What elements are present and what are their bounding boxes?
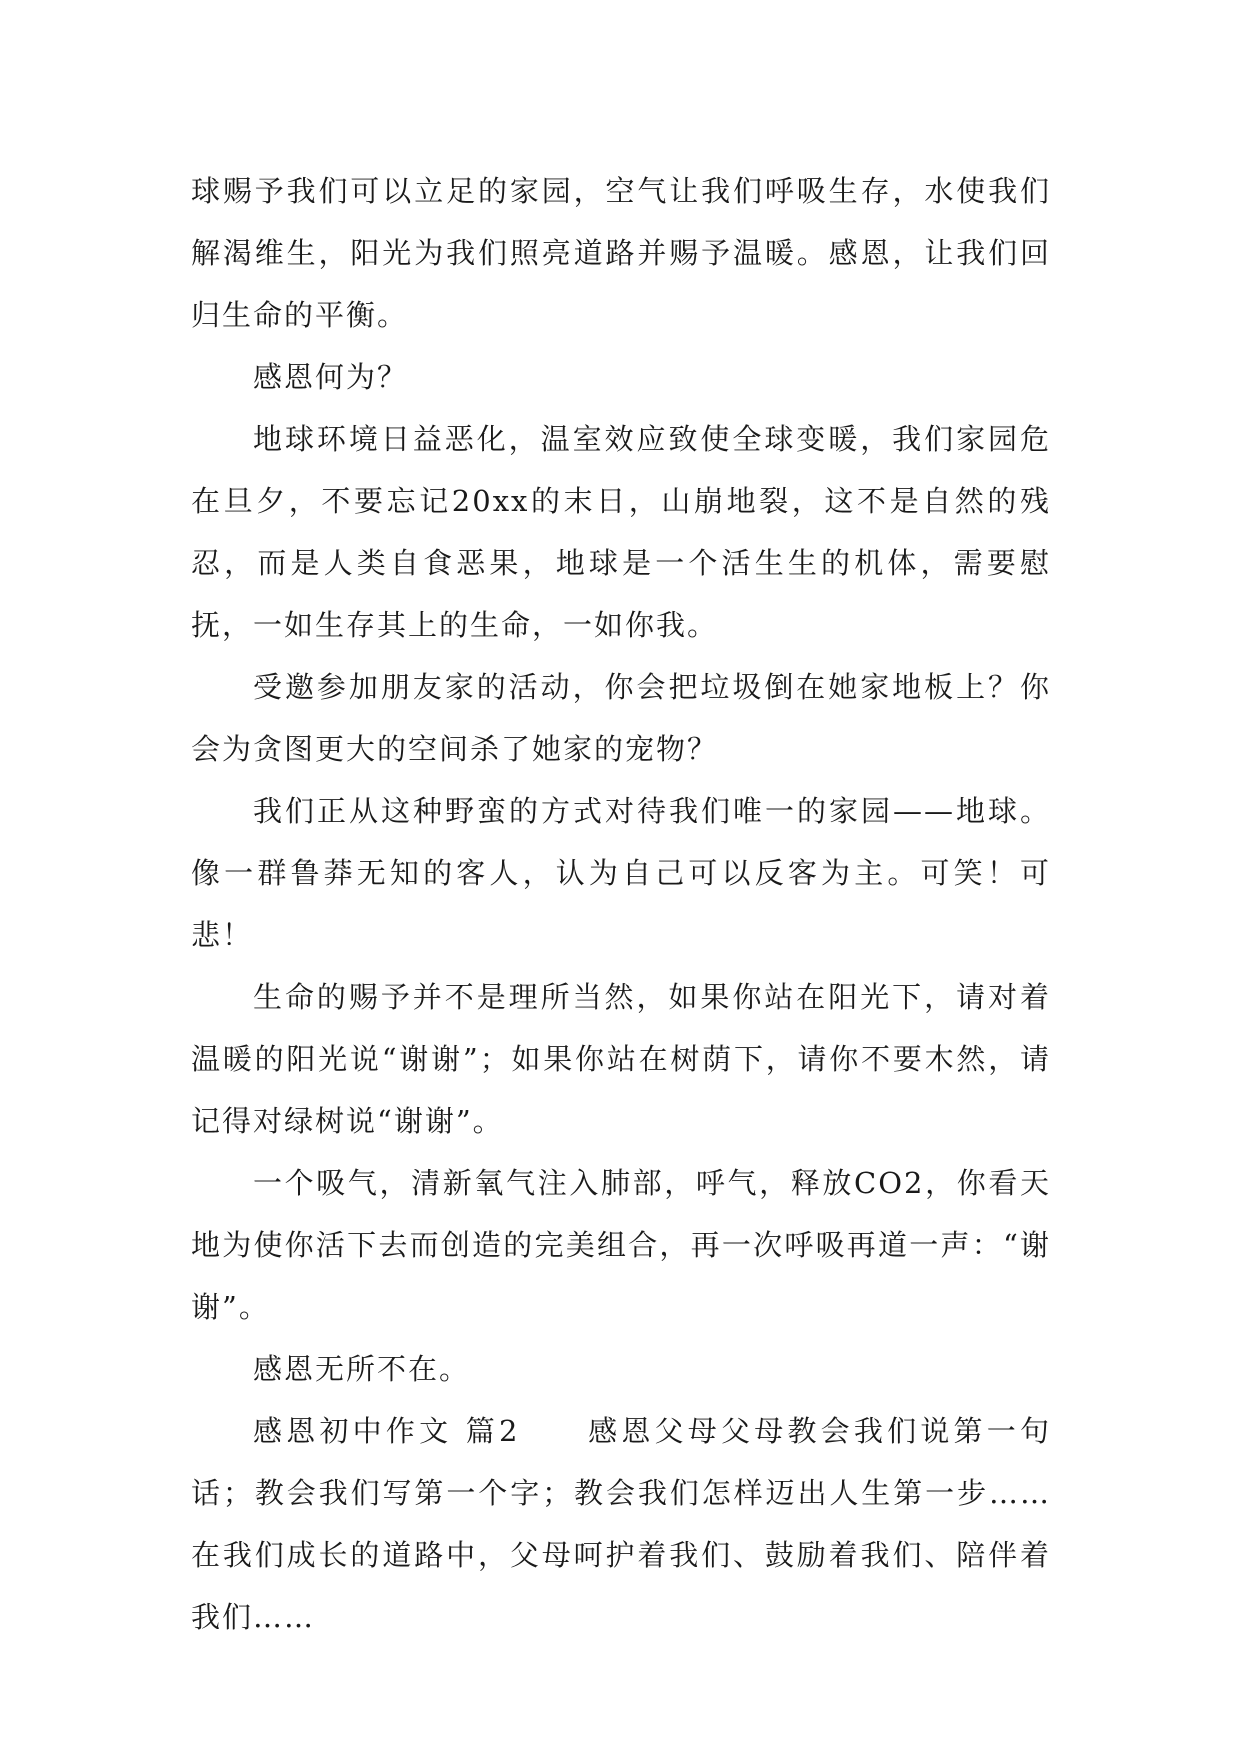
paragraph-5: 我们正从这种野蛮的方式对待我们唯一的家园——地球。像一群鲁莽无知的客人，认为自己可以反客为主。可笑！可悲！ — [191, 794, 1051, 952]
article-body — [191, 160, 1051, 1648]
paragraph-3: 地球环境日益恶化，温室效应致使全球变暖，我们家园危在旦夕，不要忘记20xx的末日，山崩地裂，这不是自然的残忍，而是人类自食恶果，地球是一个活生生的机体，需要慰抚，一如生存其上的生命，一如你我。 — [191, 422, 1051, 642]
paragraph-6: 生命的赐予并不是理所当然，如果你站在阳光下，请对着温暖的阳光说“谢谢”；如果你站在树荫下，请你不要木然，请记得对绿树说“谢谢”。 — [191, 980, 1051, 1138]
paragraph-7: 一个吸气，清新氧气注入肺部，呼气，释放CO2，你看天地为使你活下去而创造的完美组合，再一次呼吸再道一声：“谢谢”。 — [191, 1166, 1051, 1324]
paragraph-1: 球赐予我们可以立足的家园，空气让我们呼吸生存，水使我们解渴维生，阳光为我们照亮道路并赐予温暖。感恩，让我们回归生命的平衡。 — [191, 174, 1051, 332]
paragraph-9: 感恩初中作文 篇2 感恩父母父母教会我们说第一句话；教会我们写第一个字；教会我们怎样迈出人生第一步……在我们成长的道路中，父母呵护着我们、鼓励着我们、陪伴着我们…… — [191, 1414, 1051, 1634]
paragraph-8: 感恩无所不在。 — [253, 1352, 471, 1386]
paragraph-4: 受邀参加朋友家的活动，你会把垃圾倒在她家地板上？你会为贪图更大的空间杀了她家的宠物？ — [191, 670, 1051, 766]
paragraph-2: 感恩何为？ — [253, 360, 409, 394]
